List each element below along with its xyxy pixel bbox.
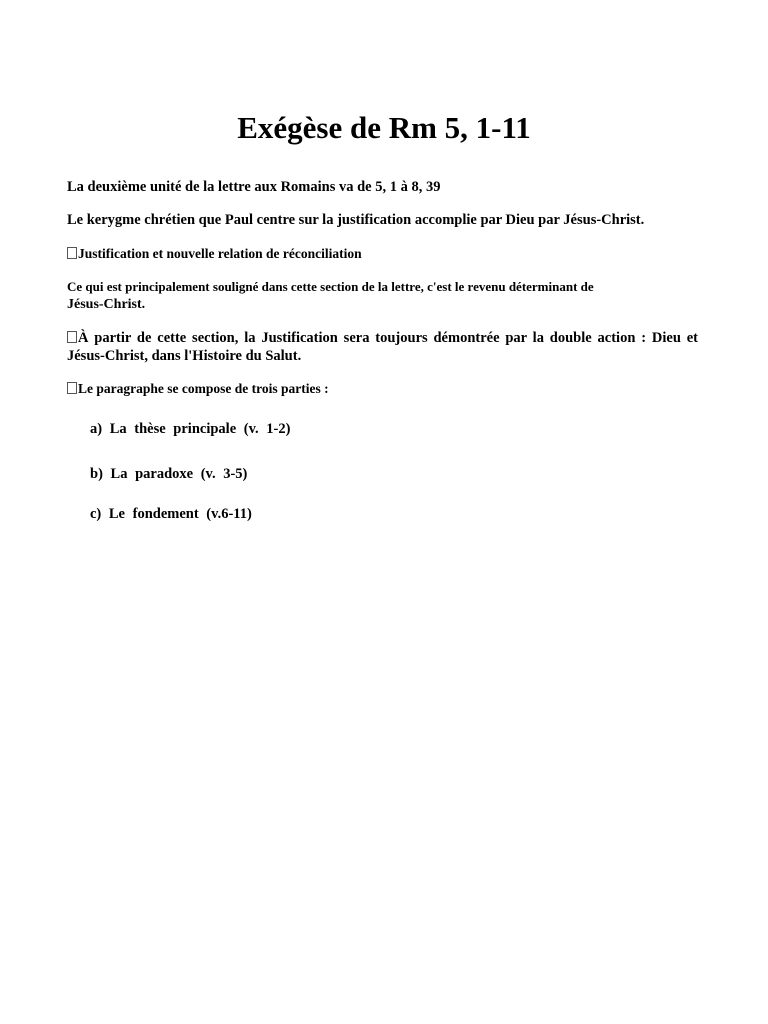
- list-marker: b): [90, 466, 103, 482]
- missing-glyph-bullet-icon: [67, 247, 77, 259]
- list-item: [90, 420, 290, 438]
- list-marker: a): [90, 421, 103, 437]
- list-item: [90, 465, 247, 483]
- list-item-text: Le fondement (v.6-11): [108, 506, 252, 522]
- paragraph-justification: [67, 245, 698, 263]
- missing-glyph-bullet-icon: [67, 331, 77, 343]
- paragraph-double-action: [67, 329, 698, 365]
- paragraph-emphasis: [67, 278, 698, 314]
- paragraph-three-parts: [67, 380, 698, 398]
- paragraph-justification-text: Justification et nouvelle relation de réconciliation: [78, 246, 362, 261]
- list-marker: c): [90, 506, 102, 522]
- list-item-text: La thèse principale (v. 1-2): [109, 421, 291, 437]
- paragraph-emphasis-line1: Ce qui est principalement souligné dans cette section de la lettre, c'est le revenu déterminant de: [67, 279, 594, 294]
- paragraph-unit-range: La deuxième unité de la lettre aux Romains va de 5, 1 à 8, 39: [67, 179, 441, 195]
- paragraph-three-parts-text: Le paragraphe se compose de trois parties :: [78, 381, 329, 396]
- list-item-text: La paradoxe (v. 3-5): [110, 466, 248, 482]
- missing-glyph-bullet-icon: [67, 382, 77, 394]
- paragraph-double-action-text: À partir de cette section, la Justification sera toujours démontrée par la double action : Dieu et Jésus-Christ, dans l'Histoire du Salut.: [67, 330, 698, 364]
- list-item: [90, 505, 252, 523]
- page-title: Exégèse de Rm 5, 1-11: [237, 110, 531, 145]
- paragraph-emphasis-line2: Jésus-Christ.: [67, 297, 146, 312]
- paragraph-kerygma: Le kerygme chrétien que Paul centre sur la justification accomplie par Dieu par Jésus-Christ.: [67, 212, 645, 228]
